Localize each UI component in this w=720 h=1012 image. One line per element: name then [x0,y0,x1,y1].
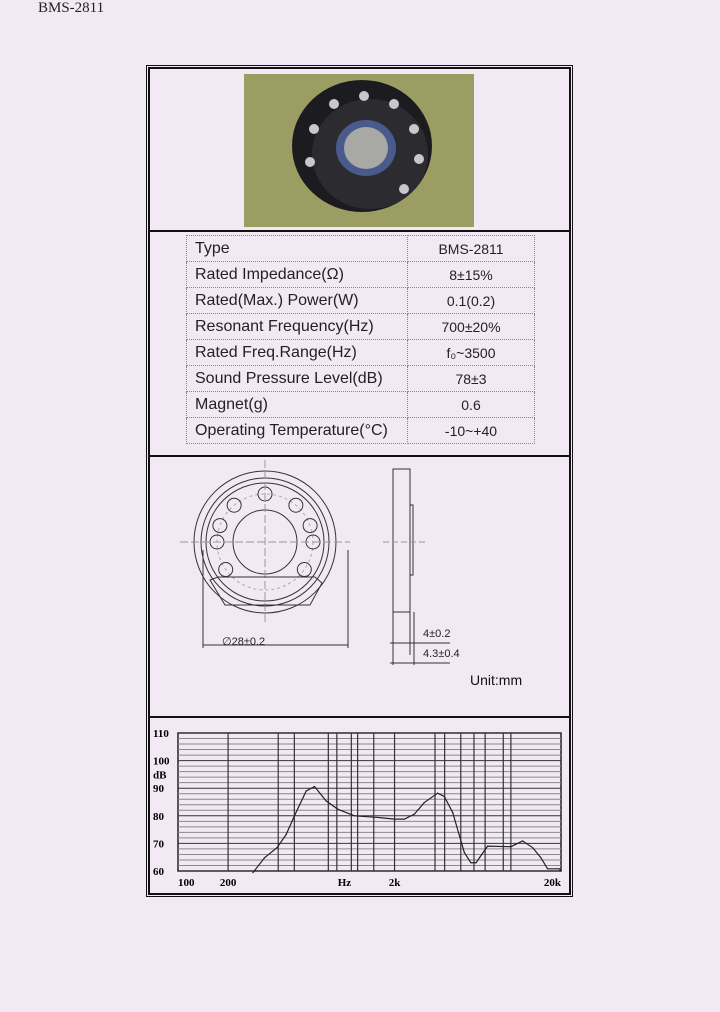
thickness-label-2: 4.3±0.4 [423,648,460,660]
y-tick-label: 90 [153,783,164,796]
data-point [286,834,287,835]
spec-label: Rated(Max.) Power(W) [187,288,408,314]
data-point [559,868,560,869]
data-point [444,796,445,797]
datasheet-frame [148,67,571,895]
spec-label: Resonant Frequency(Hz) [187,314,408,340]
data-point [424,802,425,803]
data-point [337,809,338,810]
data-point [475,862,476,863]
data-point [277,847,278,848]
spec-value: 78±3 [408,366,535,392]
spec-row [187,288,535,314]
y-tick-label: 70 [153,838,164,851]
data-point [470,862,471,863]
data-point [326,800,327,801]
x-tick-label: 200 [219,877,237,889]
spec-value: 8±15% [408,262,535,288]
data-point [547,868,548,869]
spec-row [187,366,535,392]
y-tick-label: 60 [153,866,164,878]
data-point [404,819,405,820]
data-point [452,812,453,813]
vent-hole [213,519,227,533]
data-point [377,817,378,818]
y-tick-label: 80 [153,810,164,823]
frequency-response-chart [150,716,569,893]
spec-row [187,314,535,340]
data-point [354,815,355,816]
data-point [487,846,488,847]
spec-label: Rated Impedance(Ω) [187,262,408,288]
spec-label: Rated Freq.Range(Hz) [187,340,408,366]
unit-label: Unit:mm [470,672,523,688]
y-tick-label: 110 [153,728,169,740]
thickness-label-1: 4±0.2 [423,628,451,640]
data-point [394,819,395,820]
spec-row [187,262,535,288]
spec-table [186,235,535,444]
data-point [294,815,295,816]
drawing-section [150,455,569,718]
diameter-label: ∅28±0.2 [222,636,266,648]
spec-value: 700±20% [408,314,535,340]
data-point [264,857,265,858]
spec-row [187,418,535,444]
spec-value: -10~+40 [408,418,535,444]
vent-hole [297,563,311,577]
data-point [510,846,511,847]
spec-value: f₀~3500 [408,340,535,366]
data-point [464,852,465,853]
spec-row [187,392,535,418]
data-point [540,857,541,858]
x-tick-label: 100 [178,877,195,889]
data-point [522,840,523,841]
spec-label: Magnet(g) [187,392,408,418]
y-tick-label: 100 [153,755,170,768]
spec-label: Sound Pressure Level(dB) [187,366,408,392]
x-tick-label: 20k [543,877,561,889]
spec-label: Operating Temperature(°C) [187,418,408,444]
spec-value: 0.6 [408,392,535,418]
data-point [314,786,315,787]
x-tick-label: Hz [337,877,352,889]
document-header: BMS-2811 [38,0,105,16]
photo-section [150,69,569,232]
speaker-photo [244,74,474,227]
y-tick-label: dB [153,769,167,782]
data-point [560,870,561,871]
x-tick-label: 2k [388,877,401,889]
spec-section [150,230,569,457]
data-point [306,790,307,791]
data-point [437,793,438,794]
data-point [252,872,253,873]
frequency-response-section [150,716,569,893]
speaker-image [244,74,474,227]
spec-value: BMS-2811 [408,236,535,262]
spec-row [187,340,535,366]
spec-label: Type [187,236,408,262]
data-point [414,814,415,815]
data-point [532,847,533,848]
spec-row [187,236,535,262]
spec-value: 0.1(0.2) [408,288,535,314]
